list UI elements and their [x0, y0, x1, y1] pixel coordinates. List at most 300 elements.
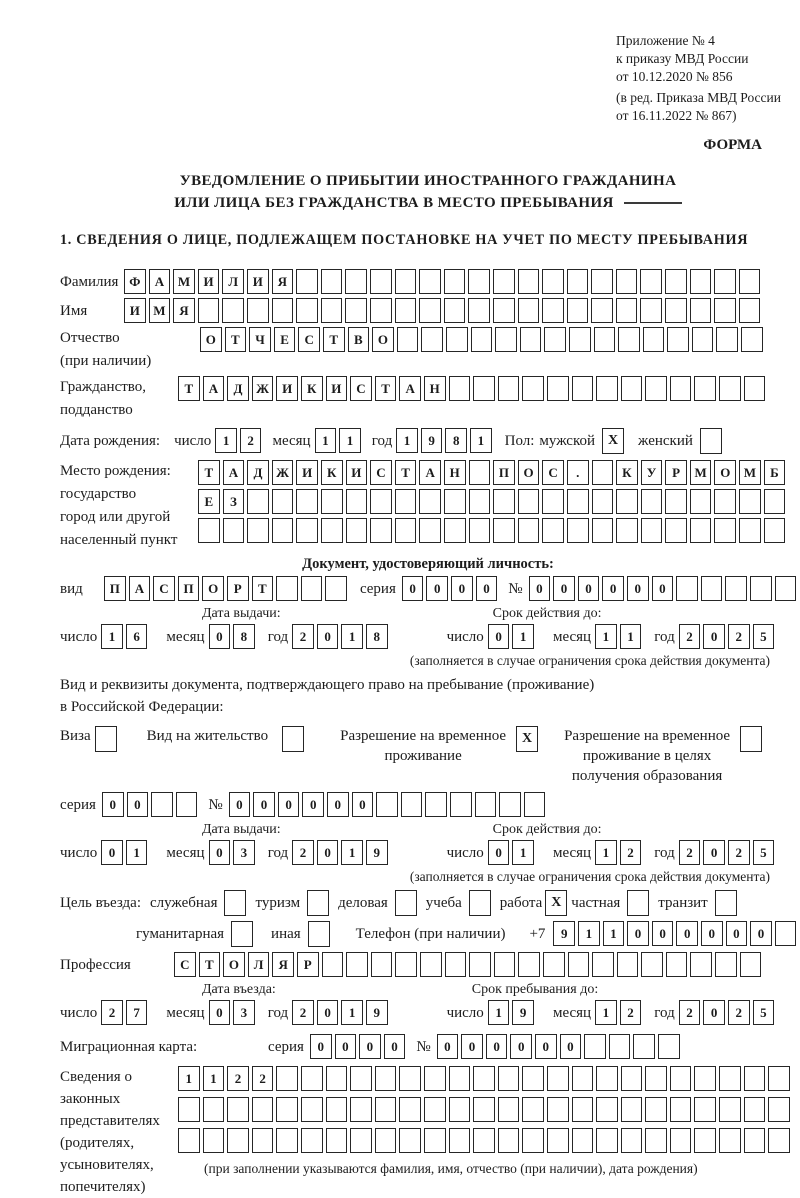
char-box[interactable]: 1 — [203, 1066, 225, 1091]
char-box[interactable] — [572, 1128, 594, 1153]
char-box[interactable] — [276, 576, 298, 601]
char-box[interactable] — [665, 298, 687, 323]
char-box[interactable]: Т — [178, 376, 200, 401]
char-box[interactable] — [596, 1128, 618, 1153]
char-box[interactable]: 0 — [652, 921, 674, 946]
char-box[interactable]: 2 — [252, 1066, 274, 1091]
char-box[interactable]: О — [200, 327, 222, 352]
char-box[interactable]: И — [346, 460, 368, 485]
char-box[interactable] — [395, 518, 417, 543]
char-box[interactable] — [567, 489, 589, 514]
char-box[interactable] — [449, 1066, 471, 1091]
char-box[interactable]: Я — [272, 269, 294, 294]
char-box[interactable]: 1 — [126, 840, 148, 865]
char-box[interactable] — [547, 1097, 569, 1122]
char-box[interactable] — [326, 1128, 348, 1153]
char-box[interactable] — [719, 376, 741, 401]
char-box[interactable] — [227, 1097, 249, 1122]
char-box[interactable]: 0 — [510, 1034, 532, 1059]
char-box[interactable] — [621, 1097, 643, 1122]
char-box[interactable] — [567, 298, 589, 323]
char-box[interactable]: Е — [274, 327, 296, 352]
char-box[interactable] — [665, 518, 687, 543]
char-box[interactable]: 5 — [753, 624, 775, 649]
char-box[interactable]: 0 — [127, 792, 149, 817]
char-box[interactable] — [272, 518, 294, 543]
sex-male-checkbox[interactable]: X — [602, 428, 624, 454]
char-box[interactable] — [222, 298, 244, 323]
char-box[interactable] — [522, 1128, 544, 1153]
char-box[interactable] — [768, 1128, 790, 1153]
char-box[interactable]: 0 — [750, 921, 772, 946]
purpose-tourism-checkbox[interactable] — [307, 890, 329, 916]
purpose-private-checkbox[interactable] — [627, 890, 649, 916]
char-box[interactable]: Т — [252, 576, 274, 601]
char-box[interactable] — [572, 1066, 594, 1091]
char-box[interactable] — [621, 1066, 643, 1091]
char-box[interactable]: 1 — [512, 624, 534, 649]
char-box[interactable] — [321, 298, 343, 323]
char-box[interactable] — [178, 1128, 200, 1153]
char-box[interactable]: 0 — [327, 792, 349, 817]
char-box[interactable]: 1 — [595, 624, 617, 649]
char-box[interactable]: М — [149, 298, 171, 323]
char-box[interactable]: 0 — [529, 576, 551, 601]
char-box[interactable]: Е — [198, 489, 220, 514]
char-box[interactable]: Д — [247, 460, 269, 485]
char-box[interactable] — [694, 376, 716, 401]
char-box[interactable] — [227, 1128, 249, 1153]
char-box[interactable] — [568, 952, 590, 977]
char-box[interactable]: 9 — [366, 1000, 388, 1025]
char-box[interactable] — [498, 1128, 520, 1153]
char-box[interactable] — [247, 518, 269, 543]
char-box[interactable]: 5 — [753, 1000, 775, 1025]
char-box[interactable]: И — [198, 269, 220, 294]
char-box[interactable] — [176, 792, 198, 817]
char-box[interactable] — [446, 327, 468, 352]
char-box[interactable]: 0 — [451, 576, 473, 601]
char-box[interactable] — [775, 921, 797, 946]
char-box[interactable] — [741, 327, 763, 352]
char-box[interactable] — [301, 1066, 323, 1091]
char-box[interactable]: 1 — [470, 428, 492, 453]
char-box[interactable] — [744, 376, 766, 401]
char-box[interactable]: 0 — [402, 576, 424, 601]
char-box[interactable] — [547, 1128, 569, 1153]
char-box[interactable] — [473, 1066, 495, 1091]
char-box[interactable] — [692, 327, 714, 352]
char-box[interactable] — [469, 489, 491, 514]
char-box[interactable] — [376, 792, 398, 817]
char-box[interactable] — [301, 1128, 323, 1153]
char-box[interactable]: 0 — [359, 1034, 381, 1059]
char-box[interactable]: 2 — [679, 624, 701, 649]
char-box[interactable] — [419, 489, 441, 514]
char-box[interactable]: 2 — [292, 624, 314, 649]
char-box[interactable] — [498, 376, 520, 401]
char-box[interactable] — [469, 952, 491, 977]
char-box[interactable]: Я — [173, 298, 195, 323]
char-box[interactable]: К — [616, 460, 638, 485]
char-box[interactable] — [203, 1097, 225, 1122]
char-box[interactable]: Л — [248, 952, 270, 977]
char-box[interactable]: 1 — [603, 921, 625, 946]
char-box[interactable]: И — [276, 376, 298, 401]
char-box[interactable] — [444, 298, 466, 323]
char-box[interactable]: . — [567, 460, 589, 485]
char-box[interactable] — [395, 489, 417, 514]
char-box[interactable]: С — [174, 952, 196, 977]
char-box[interactable] — [493, 518, 515, 543]
char-box[interactable] — [645, 1097, 667, 1122]
purpose-study-checkbox[interactable] — [469, 890, 491, 916]
char-box[interactable]: 0 — [488, 840, 510, 865]
char-box[interactable] — [247, 298, 269, 323]
char-box[interactable]: О — [518, 460, 540, 485]
char-box[interactable] — [640, 269, 662, 294]
purpose-transit-checkbox[interactable] — [715, 890, 737, 916]
char-box[interactable] — [424, 1097, 446, 1122]
char-box[interactable]: Т — [395, 460, 417, 485]
char-box[interactable]: 1 — [341, 840, 363, 865]
char-box[interactable] — [370, 269, 392, 294]
char-box[interactable]: 9 — [421, 428, 443, 453]
purpose-humanitarian-checkbox[interactable] — [231, 921, 253, 947]
char-box[interactable] — [425, 792, 447, 817]
char-box[interactable]: 0 — [703, 840, 725, 865]
char-box[interactable] — [326, 1066, 348, 1091]
char-box[interactable] — [272, 489, 294, 514]
char-box[interactable] — [694, 1066, 716, 1091]
char-box[interactable] — [584, 1034, 606, 1059]
char-box[interactable] — [468, 269, 490, 294]
char-box[interactable]: А — [223, 460, 245, 485]
char-box[interactable]: 2 — [679, 840, 701, 865]
char-box[interactable] — [621, 1128, 643, 1153]
char-box[interactable]: 0 — [461, 1034, 483, 1059]
char-box[interactable] — [714, 518, 736, 543]
char-box[interactable] — [618, 327, 640, 352]
char-box[interactable]: 0 — [317, 1000, 339, 1025]
char-box[interactable] — [198, 518, 220, 543]
char-box[interactable] — [641, 518, 663, 543]
char-box[interactable]: 2 — [101, 1000, 123, 1025]
char-box[interactable]: 1 — [315, 428, 337, 453]
char-box[interactable] — [445, 952, 467, 977]
char-box[interactable] — [694, 1128, 716, 1153]
char-box[interactable]: 8 — [233, 624, 255, 649]
char-box[interactable] — [690, 518, 712, 543]
char-box[interactable] — [350, 1066, 372, 1091]
char-box[interactable]: Р — [227, 576, 249, 601]
char-box[interactable]: 1 — [101, 624, 123, 649]
char-box[interactable]: С — [542, 460, 564, 485]
char-box[interactable] — [272, 298, 294, 323]
char-box[interactable] — [475, 792, 497, 817]
char-box[interactable] — [592, 518, 614, 543]
char-box[interactable] — [522, 1066, 544, 1091]
char-box[interactable] — [223, 518, 245, 543]
char-box[interactable]: 2 — [728, 840, 750, 865]
char-box[interactable]: 0 — [535, 1034, 557, 1059]
char-box[interactable] — [547, 376, 569, 401]
char-box[interactable] — [690, 952, 712, 977]
char-box[interactable]: 0 — [486, 1034, 508, 1059]
char-box[interactable] — [666, 952, 688, 977]
char-box[interactable] — [198, 298, 220, 323]
char-box[interactable]: 0 — [253, 792, 275, 817]
char-box[interactable] — [591, 298, 613, 323]
char-box[interactable] — [469, 460, 491, 485]
char-box[interactable]: А — [149, 269, 171, 294]
char-box[interactable]: 0 — [310, 1034, 332, 1059]
char-box[interactable] — [714, 269, 736, 294]
char-box[interactable] — [419, 298, 441, 323]
char-box[interactable] — [768, 1066, 790, 1091]
char-box[interactable] — [739, 298, 761, 323]
char-box[interactable]: Т — [323, 327, 345, 352]
char-box[interactable]: 0 — [701, 921, 723, 946]
char-box[interactable]: С — [298, 327, 320, 352]
char-box[interactable] — [640, 298, 662, 323]
char-box[interactable] — [670, 1066, 692, 1091]
char-box[interactable] — [419, 518, 441, 543]
char-box[interactable] — [178, 1097, 200, 1122]
char-box[interactable]: 0 — [476, 576, 498, 601]
char-box[interactable]: 1 — [595, 1000, 617, 1025]
char-box[interactable] — [471, 327, 493, 352]
visa-checkbox[interactable] — [95, 726, 117, 752]
char-box[interactable]: 0 — [317, 624, 339, 649]
char-box[interactable] — [522, 1097, 544, 1122]
char-box[interactable] — [424, 1066, 446, 1091]
char-box[interactable]: У — [641, 460, 663, 485]
char-box[interactable]: Л — [222, 269, 244, 294]
char-box[interactable] — [596, 1097, 618, 1122]
char-box[interactable]: А — [419, 460, 441, 485]
char-box[interactable]: 1 — [578, 921, 600, 946]
char-box[interactable]: 2 — [679, 1000, 701, 1025]
char-box[interactable] — [716, 327, 738, 352]
char-box[interactable] — [592, 460, 614, 485]
char-box[interactable] — [645, 1066, 667, 1091]
char-box[interactable]: Т — [199, 952, 221, 977]
char-box[interactable]: З — [223, 489, 245, 514]
char-box[interactable]: К — [301, 376, 323, 401]
char-box[interactable] — [714, 298, 736, 323]
char-box[interactable]: 0 — [335, 1034, 357, 1059]
char-box[interactable] — [719, 1066, 741, 1091]
char-box[interactable] — [701, 576, 723, 601]
char-box[interactable]: А — [203, 376, 225, 401]
char-box[interactable]: 9 — [512, 1000, 534, 1025]
char-box[interactable]: 0 — [384, 1034, 406, 1059]
char-box[interactable]: 1 — [488, 1000, 510, 1025]
char-box[interactable]: 1 — [512, 840, 534, 865]
char-box[interactable] — [518, 489, 540, 514]
char-box[interactable]: П — [178, 576, 200, 601]
char-box[interactable]: М — [173, 269, 195, 294]
char-box[interactable] — [616, 489, 638, 514]
char-box[interactable]: П — [493, 460, 515, 485]
char-box[interactable]: 9 — [366, 840, 388, 865]
char-box[interactable] — [739, 269, 761, 294]
char-box[interactable]: Р — [665, 460, 687, 485]
char-box[interactable]: И — [124, 298, 146, 323]
char-box[interactable] — [665, 269, 687, 294]
char-box[interactable]: 3 — [233, 840, 255, 865]
char-box[interactable] — [419, 269, 441, 294]
char-box[interactable] — [473, 1097, 495, 1122]
char-box[interactable] — [493, 298, 515, 323]
char-box[interactable] — [690, 298, 712, 323]
char-box[interactable] — [203, 1128, 225, 1153]
char-box[interactable]: 0 — [627, 921, 649, 946]
char-box[interactable] — [494, 952, 516, 977]
char-box[interactable] — [296, 298, 318, 323]
char-box[interactable]: 2 — [240, 428, 262, 453]
char-box[interactable]: Т — [198, 460, 220, 485]
char-box[interactable] — [495, 327, 517, 352]
char-box[interactable]: Т — [375, 376, 397, 401]
char-box[interactable]: П — [104, 576, 126, 601]
char-box[interactable] — [641, 489, 663, 514]
char-box[interactable] — [370, 298, 392, 323]
char-box[interactable]: 0 — [437, 1034, 459, 1059]
char-box[interactable] — [616, 269, 638, 294]
char-box[interactable]: И — [326, 376, 348, 401]
char-box[interactable]: 0 — [302, 792, 324, 817]
char-box[interactable] — [493, 269, 515, 294]
char-box[interactable] — [346, 952, 368, 977]
char-box[interactable]: А — [399, 376, 421, 401]
char-box[interactable]: 0 — [229, 792, 251, 817]
char-box[interactable] — [775, 576, 797, 601]
char-box[interactable]: 0 — [317, 840, 339, 865]
char-box[interactable]: 2 — [227, 1066, 249, 1091]
char-box[interactable]: 0 — [426, 576, 448, 601]
char-box[interactable]: О — [202, 576, 224, 601]
char-box[interactable]: 0 — [560, 1034, 582, 1059]
char-box[interactable]: 1 — [620, 624, 642, 649]
char-box[interactable]: Н — [444, 460, 466, 485]
char-box[interactable] — [444, 269, 466, 294]
char-box[interactable] — [395, 952, 417, 977]
char-box[interactable] — [247, 489, 269, 514]
char-box[interactable]: 5 — [753, 840, 775, 865]
char-box[interactable]: Я — [272, 952, 294, 977]
char-box[interactable] — [621, 376, 643, 401]
char-box[interactable]: 0 — [726, 921, 748, 946]
char-box[interactable]: 0 — [209, 624, 231, 649]
char-box[interactable]: 0 — [101, 840, 123, 865]
char-box[interactable] — [542, 298, 564, 323]
char-box[interactable] — [469, 518, 491, 543]
char-box[interactable]: 2 — [292, 840, 314, 865]
char-box[interactable]: О — [372, 327, 394, 352]
char-box[interactable]: 8 — [445, 428, 467, 453]
purpose-official-checkbox[interactable] — [224, 890, 246, 916]
char-box[interactable]: 2 — [728, 624, 750, 649]
char-box[interactable] — [616, 518, 638, 543]
char-box[interactable] — [719, 1128, 741, 1153]
char-box[interactable]: Ж — [252, 376, 274, 401]
char-box[interactable]: 1 — [341, 1000, 363, 1025]
char-box[interactable] — [450, 792, 472, 817]
char-box[interactable]: 0 — [209, 840, 231, 865]
residence-permit-checkbox[interactable] — [282, 726, 304, 752]
char-box[interactable] — [276, 1097, 298, 1122]
char-box[interactable] — [350, 1128, 372, 1153]
char-box[interactable] — [676, 576, 698, 601]
char-box[interactable] — [493, 489, 515, 514]
char-box[interactable] — [345, 269, 367, 294]
char-box[interactable] — [346, 489, 368, 514]
char-box[interactable] — [665, 489, 687, 514]
char-box[interactable] — [764, 489, 786, 514]
char-box[interactable] — [542, 269, 564, 294]
char-box[interactable]: Ч — [249, 327, 271, 352]
char-box[interactable]: 1 — [396, 428, 418, 453]
char-box[interactable]: 9 — [553, 921, 575, 946]
char-box[interactable] — [345, 298, 367, 323]
char-box[interactable] — [421, 327, 443, 352]
char-box[interactable]: 0 — [602, 576, 624, 601]
char-box[interactable] — [690, 489, 712, 514]
char-box[interactable] — [296, 518, 318, 543]
char-box[interactable] — [499, 792, 521, 817]
char-box[interactable]: 0 — [627, 576, 649, 601]
char-box[interactable]: 3 — [233, 1000, 255, 1025]
char-box[interactable] — [401, 792, 423, 817]
char-box[interactable] — [572, 1097, 594, 1122]
char-box[interactable]: 1 — [341, 624, 363, 649]
char-box[interactable]: 7 — [126, 1000, 148, 1025]
char-box[interactable] — [350, 1097, 372, 1122]
char-box[interactable]: Ж — [272, 460, 294, 485]
char-box[interactable] — [542, 489, 564, 514]
char-box[interactable]: Б — [764, 460, 786, 485]
char-box[interactable] — [399, 1128, 421, 1153]
char-box[interactable] — [670, 376, 692, 401]
char-box[interactable] — [473, 1128, 495, 1153]
char-box[interactable] — [542, 518, 564, 543]
char-box[interactable] — [645, 1128, 667, 1153]
char-box[interactable]: 2 — [292, 1000, 314, 1025]
char-box[interactable] — [670, 1097, 692, 1122]
char-box[interactable] — [768, 1097, 790, 1122]
char-box[interactable] — [375, 1066, 397, 1091]
char-box[interactable] — [444, 518, 466, 543]
char-box[interactable]: 0 — [676, 921, 698, 946]
char-box[interactable] — [449, 1097, 471, 1122]
char-box[interactable]: 0 — [553, 576, 575, 601]
char-box[interactable] — [643, 327, 665, 352]
char-box[interactable]: 1 — [178, 1066, 200, 1091]
char-box[interactable]: С — [370, 460, 392, 485]
char-box[interactable] — [739, 518, 761, 543]
temp-residence-checkbox[interactable]: X — [516, 726, 538, 752]
temp-residence-edu-checkbox[interactable] — [740, 726, 762, 752]
char-box[interactable] — [518, 952, 540, 977]
char-box[interactable] — [522, 376, 544, 401]
char-box[interactable]: К — [321, 460, 343, 485]
char-box[interactable] — [518, 298, 540, 323]
char-box[interactable]: Н — [424, 376, 446, 401]
char-box[interactable] — [719, 1097, 741, 1122]
char-box[interactable] — [395, 298, 417, 323]
